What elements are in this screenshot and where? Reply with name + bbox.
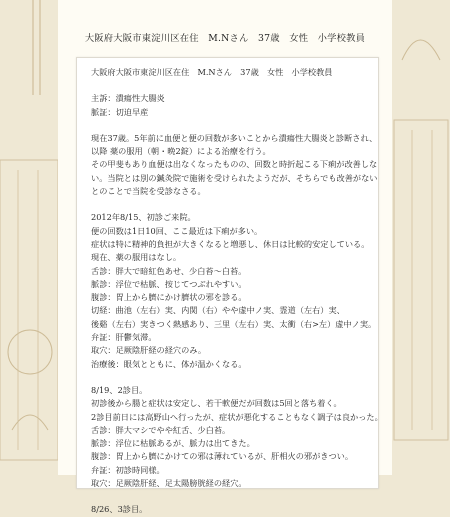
left-margin-texture — [0, 0, 58, 475]
visit-line: 便の回数は1日10回、ここ最近は下痢が多い。 — [91, 225, 263, 236]
visit-line: 弁証：肝鬱気滞。 — [91, 332, 157, 343]
visit-line: 後谿（左右）実きつく熱感あり、三里（左右）実、太衝（右>左）虚中ノ実。 — [91, 318, 377, 329]
visit-line: 腹診：胃上から臍にかけ臍状の邪を診る。 — [91, 292, 247, 303]
patient-profile: 大阪府大阪市東淀川区在住 M.Nさん 37歳 女性 小学校教員 — [91, 67, 333, 77]
visit-2-section — [91, 384, 383, 490]
content-page — [58, 0, 392, 515]
visit-line: 2診目前日には高野山へ行ったが、症状が悪化することもなく調子は良かった。 — [91, 411, 383, 422]
page-header: 大阪府大阪市東淀川区在住 M.Nさん 37歳 女性 小学校教員 — [84, 33, 366, 44]
visit-line: 腹診：胃上から臍にかけての邪は薄れているが、肝相火の邪がきつい。 — [91, 451, 354, 462]
visit-line: 8/26、3診目。 — [91, 504, 148, 515]
history-section — [91, 132, 378, 198]
history-line: い。当院とは別の鍼灸院で施術を受けられたようだが、そちらでも改善がない — [91, 172, 378, 183]
visit-line: 切経：曲池（左右）実、内関（右）やや虚中ノ実、霊道（左右）実、 — [91, 305, 345, 316]
visit-line: 取穴：足厥陰肝経、足太陽膀胱経の経穴。 — [91, 478, 247, 489]
case-report-card — [76, 57, 383, 515]
visit-line: 舌診：胖大で暗紅色あせ、少白苔～白苔。 — [91, 265, 247, 276]
history-line: 現在37歳。5年前に血便と便の回数が多いことから潰瘍性大腸炎と診断され、 — [91, 132, 378, 143]
visit-line: 現在、薬の服用はなし。 — [91, 252, 182, 263]
visit-line: 初診後から腸と症状は安定し、若干軟便だが回数は5回と落ち着く。 — [91, 398, 342, 409]
visit-line: 8/19、2診目。 — [91, 384, 148, 395]
visit-line: 弁証：初診時同様。 — [91, 464, 165, 475]
visit-1-section — [91, 211, 377, 371]
right-margin-texture — [392, 0, 450, 475]
visit-line: 症状は特に精神的負担が大きくなると増悪し、休日は比較的安定している。 — [91, 238, 370, 249]
history-line: 以降 薬の服用（朝・晩2錠）による治療を行う。 — [91, 146, 271, 157]
visit-3-section — [91, 503, 366, 516]
visit-line: 脈診：浮位で枯脈、按じてつぶれやすい。 — [91, 278, 247, 289]
history-line: とのことで当院を受診なさる。 — [91, 186, 206, 197]
visit-line: 2012年8/15、初診ご来院。 — [91, 212, 196, 223]
history-line: その甲斐もあり血便は出なくなったものの、回数と時折起こる下痢が改善しな — [91, 159, 378, 170]
visit-line: 治療後：眼気とともに、体が温かくなる。 — [91, 358, 247, 369]
diagnosis: 主訴：潰瘍性大腸炎 — [91, 93, 165, 104]
visit-line: 取穴：足厥陰肝経の経穴のみ。 — [91, 345, 207, 356]
pulse-finding: 脈証：切迫早産 — [91, 106, 149, 117]
visit-line: 舌診：胖大マシでやや紅舌、少白苔。 — [91, 424, 231, 435]
visit-line: 脈診：浮位に枯脈あるが、脈力は出てきた。 — [91, 438, 255, 449]
